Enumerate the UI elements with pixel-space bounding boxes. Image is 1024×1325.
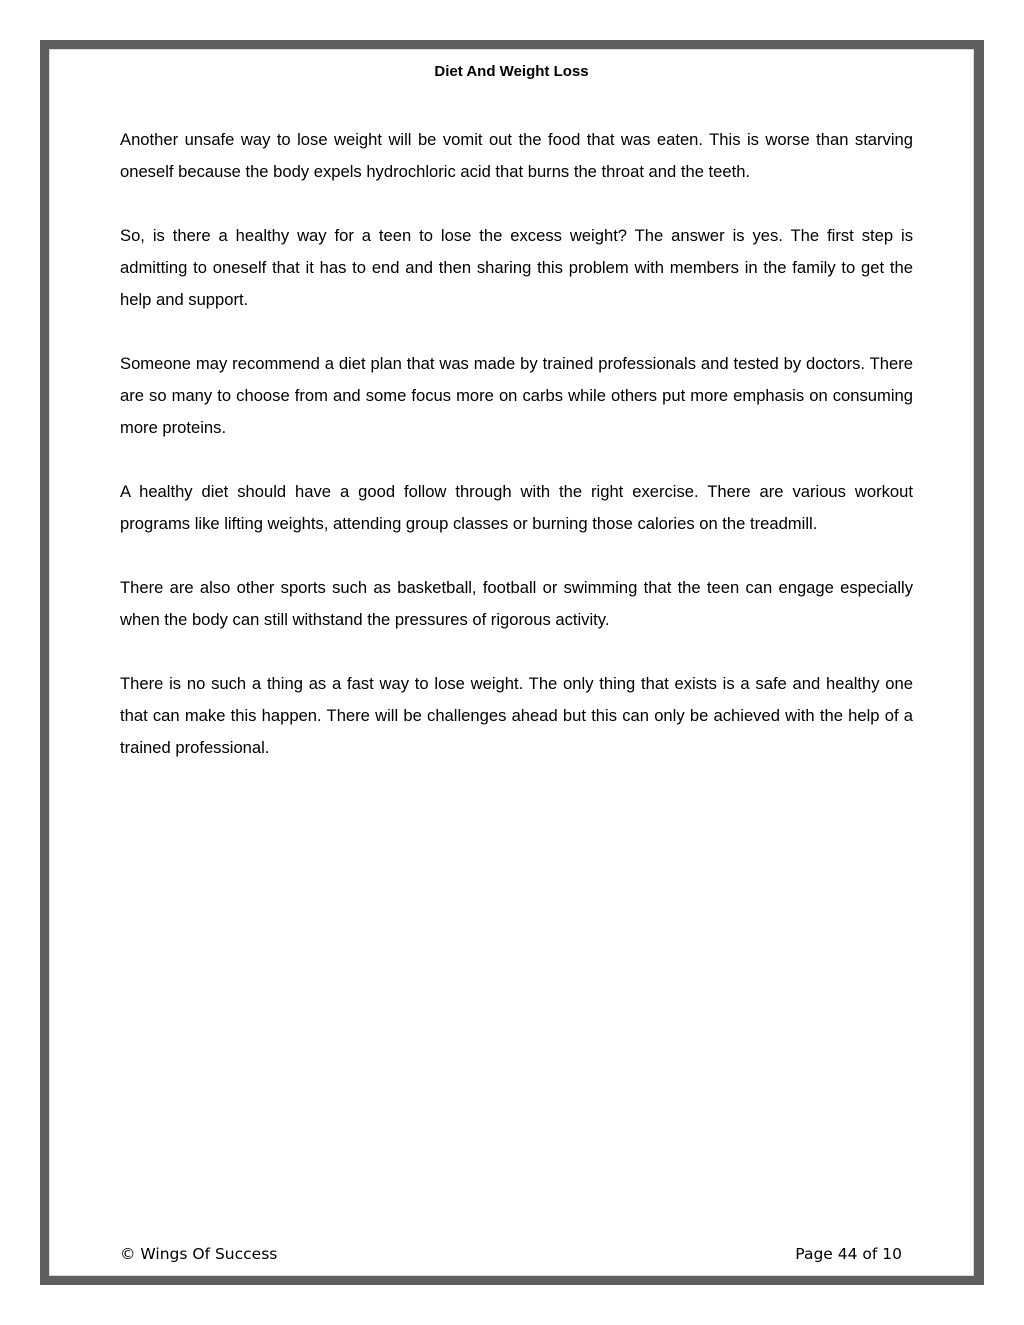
paragraph: There is no such a thing as a fast way to lose weight. The only thing that exists is a safe and healthy one that can make this happen. There will be challenges ahead but this can only be achieved with the help of a trained professional. bbox=[120, 674, 913, 757]
paragraph: Someone may recommend a diet plan that was made by trained professionals and tested by doctors. There are so many to choose from and some focus more on carbs while others put more emphasis on consuming more proteins. bbox=[120, 354, 913, 437]
page-frame bbox=[40, 40, 984, 1285]
paragraph: There are also other sports such as basketball, football or swimming that the teen can engage especially when the body can still withstand the pressures of rigorous activity. bbox=[120, 578, 913, 629]
document-body bbox=[120, 124, 913, 796]
footer-copyright: © Wings Of Success bbox=[120, 1245, 278, 1263]
footer-page-number: Page 44 of 10 bbox=[795, 1245, 902, 1263]
paragraph: Another unsafe way to lose weight will be vomit out the food that was eaten. This is worse than starving oneself because the body expels hydrochloric acid that burns the throat and the teeth. bbox=[120, 130, 913, 181]
paragraph: A healthy diet should have a good follow through with the right exercise. There are various workout programs like lifting weights, attending group classes or burning those calories on the treadmill. bbox=[120, 482, 913, 533]
paragraph: So, is there a healthy way for a teen to lose the excess weight? The answer is yes. The first step is admitting to oneself that it has to end and then sharing this problem with members in the family to get the help and support. bbox=[120, 226, 913, 309]
page-header-title: Diet And Weight Loss bbox=[434, 63, 589, 80]
